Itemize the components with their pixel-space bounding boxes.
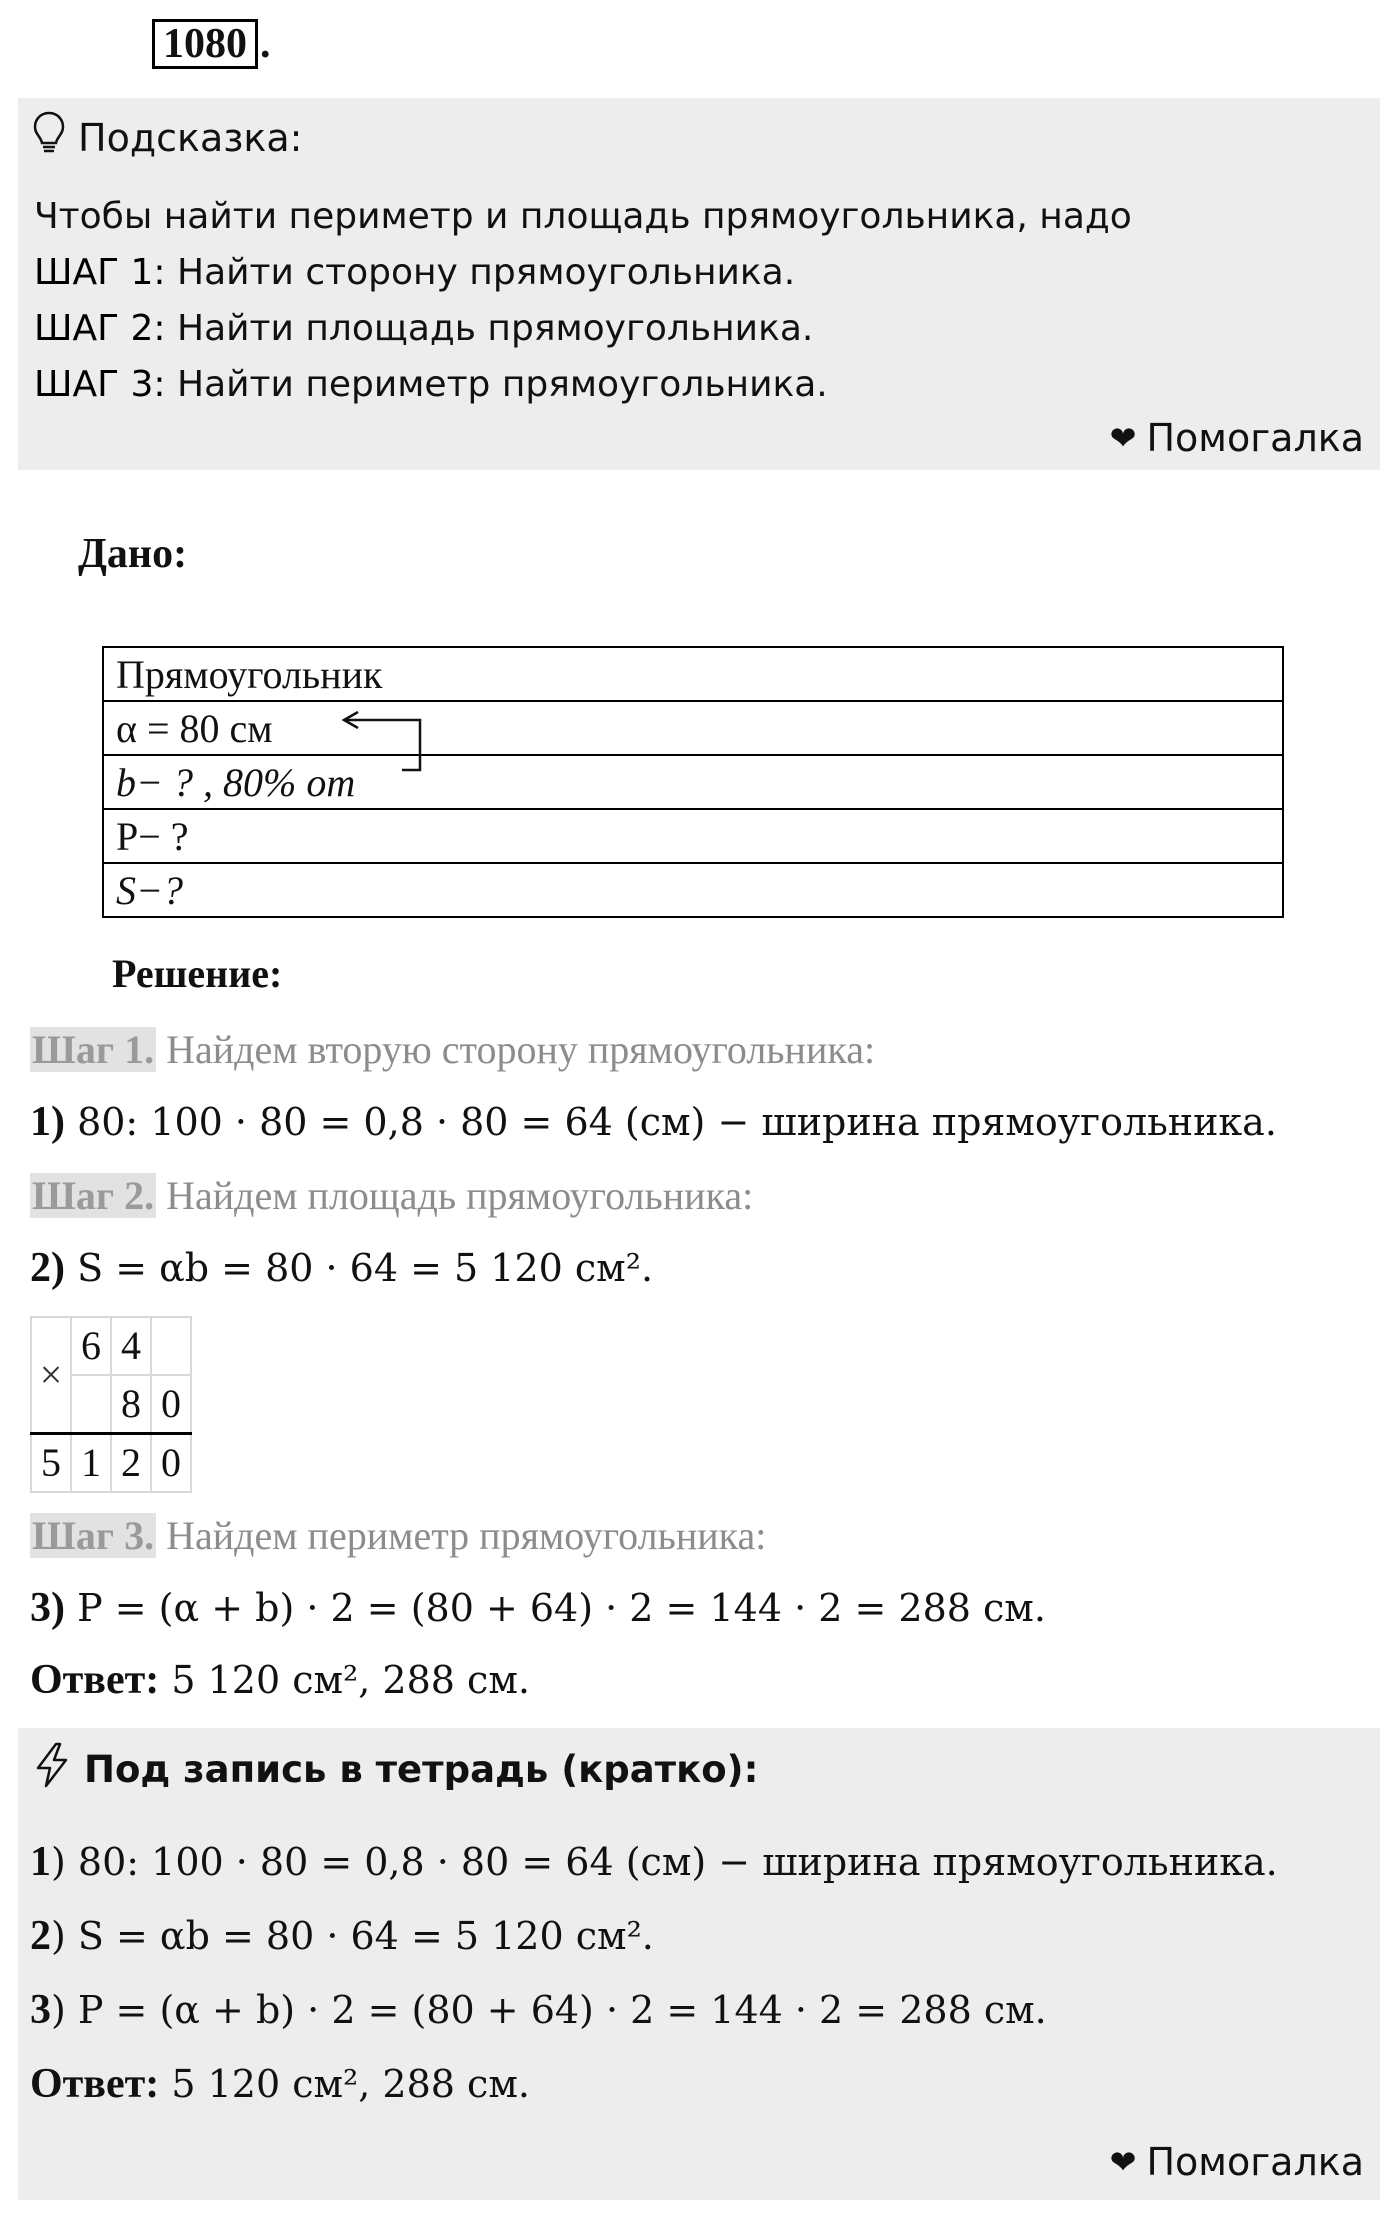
line-text: ) S = αb = 80 · 64 = 5 120 см². bbox=[51, 1914, 654, 1958]
line-text: S = αb = 80 · 64 = 5 120 см². bbox=[65, 1246, 654, 1290]
grid-cell: 1 bbox=[71, 1434, 111, 1493]
hint-step-label: ШАГ 2: bbox=[34, 308, 166, 349]
task-number-dot: . bbox=[260, 21, 271, 67]
grid-cell: 0 bbox=[151, 1375, 191, 1434]
grid-cell bbox=[71, 1375, 111, 1434]
hint-intro: Чтобы найти периметр и площадь прямоугольника, надо bbox=[34, 196, 1132, 237]
step-label: Шаг 3. bbox=[32, 1513, 155, 1558]
grid-cell: 5 bbox=[31, 1434, 71, 1493]
heart-icon: ❤ bbox=[1109, 2143, 1137, 2181]
hint-step-label: ШАГ 1: bbox=[34, 252, 166, 293]
line-text: ) 80: 100 · 80 = 0,8 · 80 = 64 (см) − ширина прямоугольника. bbox=[51, 1840, 1278, 1884]
line-number: 2 bbox=[30, 1913, 51, 1959]
answer-text: 5 120 см², 288 см. bbox=[159, 1658, 530, 1702]
notebook-line-1 bbox=[30, 1838, 1278, 1886]
solution-line-1 bbox=[30, 1098, 1277, 1146]
step-3-heading bbox=[30, 1512, 766, 1559]
grid-cell: 8 bbox=[111, 1375, 151, 1434]
multiplication-grid bbox=[30, 1316, 192, 1493]
answer-line bbox=[30, 1656, 530, 1704]
answer-label: Ответ: bbox=[30, 1657, 160, 1703]
answer-text: 5 120 см², 288 см. bbox=[159, 2062, 530, 2106]
brand-text: Помогалка bbox=[1146, 416, 1364, 460]
answer-label: Ответ: bbox=[30, 2061, 160, 2107]
grid-cell bbox=[151, 1317, 191, 1375]
grid-cell: 2 bbox=[111, 1434, 151, 1493]
grid-cell: 4 bbox=[111, 1317, 151, 1375]
solution-line-2 bbox=[30, 1244, 653, 1292]
hint-step-text: Найти сторону прямоугольника. bbox=[165, 252, 796, 293]
given-row: S−? bbox=[103, 863, 1283, 917]
hint-step-2 bbox=[34, 308, 813, 349]
hint-step-text: Найти периметр прямоугольника. bbox=[165, 364, 828, 405]
step-text: Найдем периметр прямоугольника: bbox=[156, 1513, 767, 1558]
notebook-box bbox=[18, 1728, 1380, 2200]
line-text: P = (α + b) · 2 = (80 + 64) · 2 = 144 · 2 = 288 см. bbox=[65, 1586, 1046, 1630]
brand-label bbox=[1110, 2140, 1364, 2184]
line-number: 1 bbox=[30, 1839, 51, 1885]
given-table bbox=[102, 646, 1284, 918]
notebook-answer bbox=[30, 2060, 530, 2108]
step-2-heading bbox=[30, 1172, 753, 1219]
step-1-heading bbox=[30, 1026, 875, 1073]
notebook-header bbox=[32, 1742, 758, 1797]
grid-cell: 6 bbox=[71, 1317, 111, 1375]
heart-icon: ❤ bbox=[1109, 419, 1137, 457]
step-text: Найдем вторую сторону прямоугольника: bbox=[156, 1027, 876, 1072]
step-text: Найдем площадь прямоугольника: bbox=[156, 1173, 754, 1218]
hint-box bbox=[18, 98, 1380, 470]
given-title: Дано: bbox=[78, 531, 188, 577]
notebook-line-3 bbox=[30, 1986, 1047, 2034]
line-text: 80: 100 · 80 = 0,8 · 80 = 64 (см) − ширина прямоугольника. bbox=[65, 1100, 1277, 1144]
line-text: ) P = (α + b) · 2 = (80 + 64) · 2 = 144 · 2 = 288 см. bbox=[51, 1988, 1047, 2032]
lightbulb-icon bbox=[32, 110, 78, 165]
line-number: 2) bbox=[30, 1245, 65, 1291]
brand-label bbox=[1110, 416, 1364, 460]
solution-title: Решение: bbox=[112, 951, 283, 996]
step-label: Шаг 2. bbox=[32, 1173, 155, 1218]
task-number-box: 1080 bbox=[152, 19, 258, 69]
hint-step-label: ШАГ 3: bbox=[34, 364, 166, 405]
line-number: 3 bbox=[30, 1987, 51, 2033]
hint-step-1 bbox=[34, 252, 795, 293]
hint-title: Подсказка: bbox=[78, 115, 303, 160]
given-row: Прямоугольник bbox=[103, 647, 1283, 701]
solution-line-3 bbox=[30, 1584, 1046, 1632]
given-row: b− ? , 80% от bbox=[103, 755, 1283, 809]
given-row: α = 80 см bbox=[103, 701, 1283, 755]
hint-header bbox=[32, 110, 302, 165]
lightning-icon bbox=[32, 1742, 84, 1797]
notebook-line-2 bbox=[30, 1912, 654, 1960]
hint-step-text: Найти площадь прямоугольника. bbox=[165, 308, 814, 349]
given-row: P− ? bbox=[103, 809, 1283, 863]
grid-cell: 0 bbox=[151, 1434, 191, 1493]
brand-text: Помогалка bbox=[1146, 2140, 1364, 2184]
multiply-sign: × bbox=[31, 1317, 71, 1434]
step-label: Шаг 1. bbox=[32, 1027, 155, 1072]
line-number: 1) bbox=[30, 1099, 65, 1145]
notebook-title: Под запись в тетрадь (кратко): bbox=[84, 1748, 759, 1791]
hint-step-3 bbox=[34, 364, 828, 405]
line-number: 3) bbox=[30, 1585, 65, 1631]
task-number bbox=[152, 20, 271, 68]
